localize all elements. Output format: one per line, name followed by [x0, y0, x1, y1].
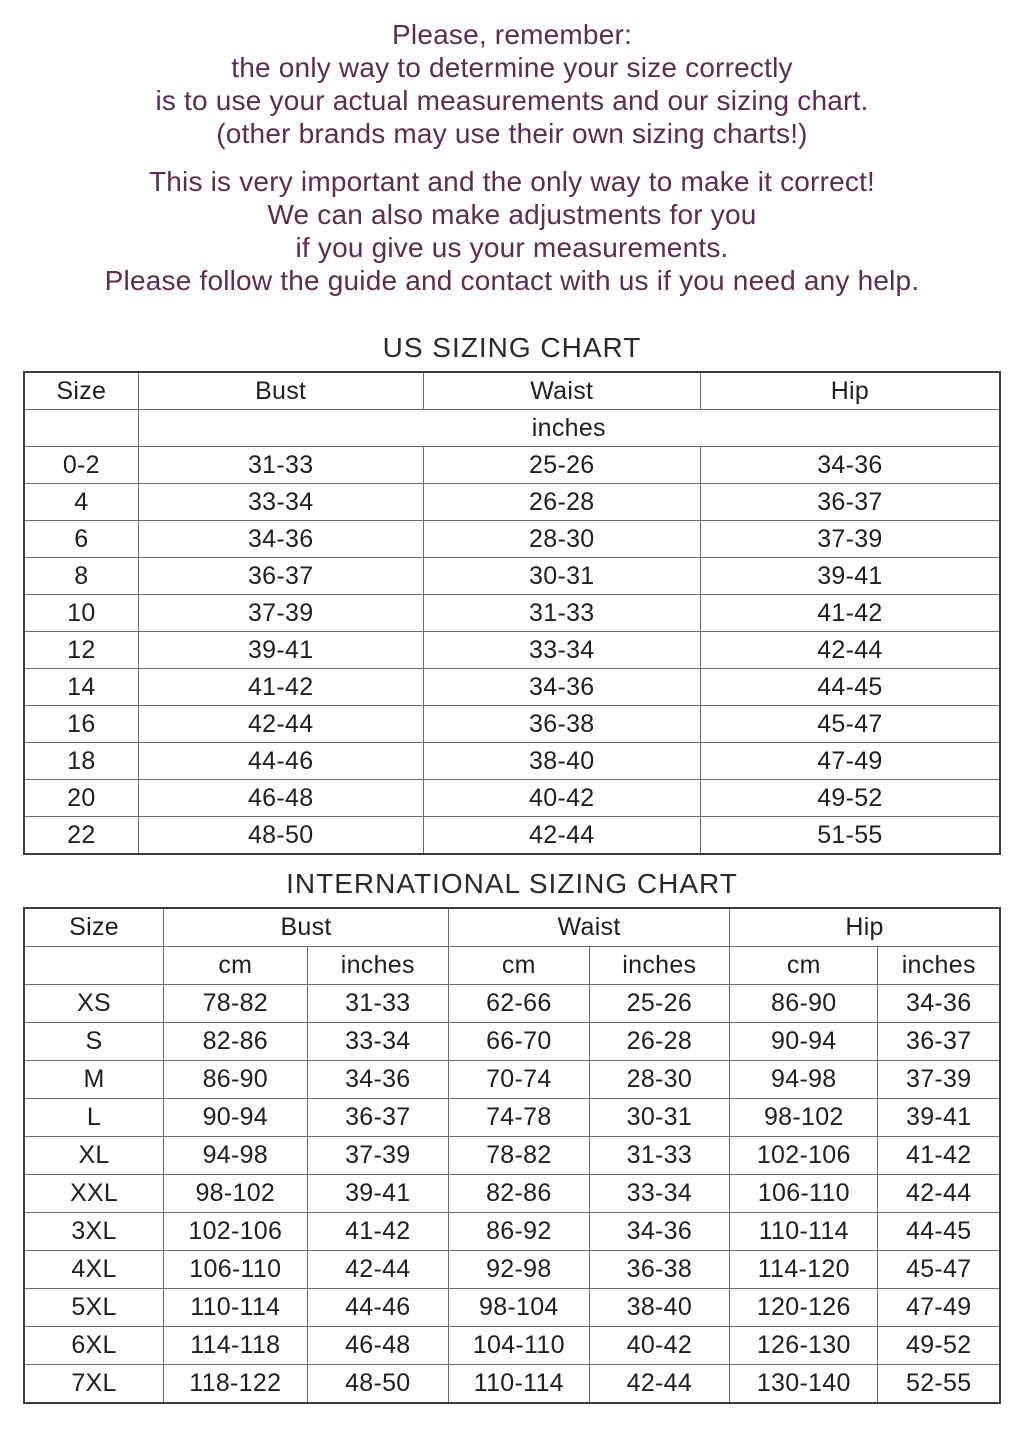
measurement-cell: 86-92: [449, 1213, 590, 1251]
measurement-cell: 86-90: [164, 1061, 307, 1099]
table-row: [24, 1327, 1000, 1365]
measurement-cell: 110-114: [164, 1289, 307, 1327]
measurement-cell: 49-52: [700, 780, 1000, 817]
measurement-cell: 110-114: [730, 1213, 878, 1251]
table-row: [24, 1289, 1000, 1327]
measurement-cell: 30-31: [423, 558, 700, 595]
measurement-cell: 36-37: [878, 1023, 1000, 1061]
measurement-cell: 94-98: [164, 1137, 307, 1175]
measurement-cell: 110-114: [449, 1365, 590, 1404]
measurement-cell: 86-90: [730, 985, 878, 1023]
table-row: [24, 595, 1000, 632]
measurement-cell: 34-36: [307, 1061, 449, 1099]
size-cell: 4XL: [24, 1251, 164, 1289]
measurement-cell: 82-86: [449, 1175, 590, 1213]
intro-line: is to use your actual measurements and our sizing chart.: [155, 85, 869, 116]
measurement-cell: 82-86: [164, 1023, 307, 1061]
intro-line: This is very important and the only way to make it correct!: [148, 166, 876, 197]
measurement-cell: 39-41: [138, 632, 423, 669]
measurement-cell: 44-46: [307, 1289, 449, 1327]
measurement-cell: 41-42: [700, 595, 1000, 632]
table-row: [24, 521, 1000, 558]
us-column-header-hip: Hip: [700, 372, 1000, 410]
measurement-cell: 52-55: [878, 1365, 1000, 1404]
table-row: [24, 1099, 1000, 1137]
measurement-cell: 98-102: [164, 1175, 307, 1213]
measurement-cell: 42-44: [589, 1365, 730, 1404]
size-cell: 8: [24, 558, 138, 595]
intl-unit-waist-inches: inches: [589, 947, 730, 985]
table-row: [24, 1175, 1000, 1213]
measurement-cell: 118-122: [164, 1365, 307, 1404]
us-column-header-waist: Waist: [423, 372, 700, 410]
size-cell: XS: [24, 985, 164, 1023]
measurement-cell: 46-48: [138, 780, 423, 817]
size-cell: 5XL: [24, 1289, 164, 1327]
size-cell: 7XL: [24, 1365, 164, 1404]
measurement-cell: 41-42: [878, 1137, 1000, 1175]
measurement-cell: 42-44: [700, 632, 1000, 669]
measurement-cell: 36-38: [589, 1251, 730, 1289]
measurement-cell: 25-26: [423, 447, 700, 484]
measurement-cell: 51-55: [700, 817, 1000, 855]
table-row: [24, 1061, 1000, 1099]
measurement-cell: 74-78: [449, 1099, 590, 1137]
measurement-cell: 37-39: [138, 595, 423, 632]
table-row: [24, 1137, 1000, 1175]
measurement-cell: 78-82: [164, 985, 307, 1023]
measurement-cell: 31-33: [589, 1137, 730, 1175]
measurement-cell: 45-47: [878, 1251, 1000, 1289]
table-row: [24, 780, 1000, 817]
measurement-cell: 48-50: [307, 1365, 449, 1404]
size-cell: 4: [24, 484, 138, 521]
measurement-cell: 49-52: [878, 1327, 1000, 1365]
measurement-cell: 102-106: [730, 1137, 878, 1175]
intl-table-body: [24, 985, 1000, 1404]
measurement-cell: 114-120: [730, 1251, 878, 1289]
intl-column-header-bust: Bust: [164, 908, 449, 947]
measurement-cell: 44-45: [878, 1213, 1000, 1251]
size-cell: 0-2: [24, 447, 138, 484]
table-row: [24, 1213, 1000, 1251]
measurement-cell: 42-44: [878, 1175, 1000, 1213]
measurement-cell: 33-34: [138, 484, 423, 521]
measurement-cell: 39-41: [307, 1175, 449, 1213]
measurement-cell: 126-130: [730, 1327, 878, 1365]
measurement-cell: 36-37: [307, 1099, 449, 1137]
international-sizing-table: [23, 907, 1001, 1404]
measurement-cell: 31-33: [423, 595, 700, 632]
table-row: [24, 484, 1000, 521]
measurement-cell: 42-44: [423, 817, 700, 855]
measurement-cell: 33-34: [589, 1175, 730, 1213]
intro-line: Please, remember:: [392, 19, 632, 50]
measurement-cell: 90-94: [164, 1099, 307, 1137]
measurement-cell: 36-37: [700, 484, 1000, 521]
intro-line: the only way to determine your size correctly: [231, 52, 793, 83]
table-row: [24, 743, 1000, 780]
size-cell: 6XL: [24, 1327, 164, 1365]
us-table-body: [24, 447, 1000, 855]
measurement-cell: 34-36: [878, 985, 1000, 1023]
measurement-cell: 98-104: [449, 1289, 590, 1327]
us-sizing-table: [23, 371, 1001, 855]
measurement-cell: 114-118: [164, 1327, 307, 1365]
measurement-cell: 41-42: [307, 1213, 449, 1251]
measurement-cell: 39-41: [700, 558, 1000, 595]
measurement-cell: 47-49: [878, 1289, 1000, 1327]
measurement-cell: 41-42: [138, 669, 423, 706]
measurement-cell: 120-126: [730, 1289, 878, 1327]
size-cell: L: [24, 1099, 164, 1137]
measurement-cell: 46-48: [307, 1327, 449, 1365]
table-row: [24, 558, 1000, 595]
table-row: [24, 985, 1000, 1023]
measurement-cell: 40-42: [423, 780, 700, 817]
intro-line: if you give us your measurements.: [295, 232, 729, 263]
measurement-cell: 34-36: [589, 1213, 730, 1251]
us-unit-row: [24, 410, 1000, 447]
measurement-cell: 94-98: [730, 1061, 878, 1099]
measurement-cell: 106-110: [730, 1175, 878, 1213]
intl-unit-hip-cm: cm: [730, 947, 878, 985]
size-cell: 16: [24, 706, 138, 743]
size-cell: 12: [24, 632, 138, 669]
measurement-cell: 36-37: [138, 558, 423, 595]
measurement-cell: 34-36: [700, 447, 1000, 484]
us-unit-label: inches: [138, 410, 1000, 447]
measurement-cell: 34-36: [423, 669, 700, 706]
table-row: [24, 632, 1000, 669]
intl-header-row: [24, 908, 1000, 947]
measurement-cell: 38-40: [589, 1289, 730, 1327]
measurement-cell: 102-106: [164, 1213, 307, 1251]
size-cell: 10: [24, 595, 138, 632]
measurement-cell: 66-70: [449, 1023, 590, 1061]
table-row: [24, 669, 1000, 706]
table-row: [24, 1365, 1000, 1404]
size-cell: 14: [24, 669, 138, 706]
intl-unit-row: [24, 947, 1000, 985]
measurement-cell: 40-42: [589, 1327, 730, 1365]
measurement-cell: 31-33: [307, 985, 449, 1023]
measurement-cell: 28-30: [423, 521, 700, 558]
measurement-cell: 26-28: [423, 484, 700, 521]
measurement-cell: 34-36: [138, 521, 423, 558]
measurement-cell: 62-66: [449, 985, 590, 1023]
measurement-cell: 48-50: [138, 817, 423, 855]
size-cell: 6: [24, 521, 138, 558]
measurement-cell: 104-110: [449, 1327, 590, 1365]
international-chart-title: INTERNATIONAL SIZING CHART: [286, 868, 738, 899]
size-cell: 20: [24, 780, 138, 817]
measurement-cell: 28-30: [589, 1061, 730, 1099]
measurement-cell: 90-94: [730, 1023, 878, 1061]
intl-column-header-waist: Waist: [449, 908, 730, 947]
intro-line: (other brands may use their own sizing charts!): [216, 118, 808, 149]
measurement-cell: 78-82: [449, 1137, 590, 1175]
us-header-row: [24, 372, 1000, 410]
measurement-cell: 42-44: [138, 706, 423, 743]
intl-column-header-size: Size: [24, 908, 164, 947]
us-column-header-bust: Bust: [138, 372, 423, 410]
table-row: [24, 706, 1000, 743]
size-cell: 22: [24, 817, 138, 855]
measurement-cell: 26-28: [589, 1023, 730, 1061]
intro-paragraph-1: [0, 18, 1024, 150]
intl-unit-waist-cm: cm: [449, 947, 590, 985]
measurement-cell: 130-140: [730, 1365, 878, 1404]
measurement-cell: 42-44: [307, 1251, 449, 1289]
intl-unit-bust-inches: inches: [307, 947, 449, 985]
size-cell: XL: [24, 1137, 164, 1175]
measurement-cell: 36-38: [423, 706, 700, 743]
us-unit-empty-cell: [24, 410, 138, 447]
table-row: [24, 817, 1000, 855]
intl-column-header-hip: Hip: [730, 908, 1000, 947]
measurement-cell: 38-40: [423, 743, 700, 780]
measurement-cell: 45-47: [700, 706, 1000, 743]
measurement-cell: 98-102: [730, 1099, 878, 1137]
table-row: [24, 447, 1000, 484]
intro-paragraph-2: [0, 165, 1024, 297]
table-row: [24, 1023, 1000, 1061]
measurement-cell: 37-39: [700, 521, 1000, 558]
table-row: [24, 1251, 1000, 1289]
size-cell: 3XL: [24, 1213, 164, 1251]
measurement-cell: 70-74: [449, 1061, 590, 1099]
measurement-cell: 39-41: [878, 1099, 1000, 1137]
measurement-cell: 37-39: [307, 1137, 449, 1175]
measurement-cell: 106-110: [164, 1251, 307, 1289]
measurement-cell: 33-34: [423, 632, 700, 669]
measurement-cell: 44-45: [700, 669, 1000, 706]
intro-message: [0, 0, 1024, 297]
intro-line: Please follow the guide and contact with us if you need any help.: [104, 265, 920, 296]
measurement-cell: 30-31: [589, 1099, 730, 1137]
measurement-cell: 44-46: [138, 743, 423, 780]
intl-unit-empty-cell: [24, 947, 164, 985]
intl-unit-hip-inches: inches: [878, 947, 1000, 985]
measurement-cell: 47-49: [700, 743, 1000, 780]
intl-unit-bust-cm: cm: [164, 947, 307, 985]
measurement-cell: 25-26: [589, 985, 730, 1023]
size-cell: 18: [24, 743, 138, 780]
us-chart-title: US SIZING CHART: [382, 332, 642, 363]
measurement-cell: 31-33: [138, 447, 423, 484]
intro-line: We can also make adjustments for you: [267, 199, 757, 230]
us-column-header-size: Size: [24, 372, 138, 410]
size-cell: M: [24, 1061, 164, 1099]
measurement-cell: 92-98: [449, 1251, 590, 1289]
size-cell: XXL: [24, 1175, 164, 1213]
measurement-cell: 33-34: [307, 1023, 449, 1061]
size-cell: S: [24, 1023, 164, 1061]
measurement-cell: 37-39: [878, 1061, 1000, 1099]
